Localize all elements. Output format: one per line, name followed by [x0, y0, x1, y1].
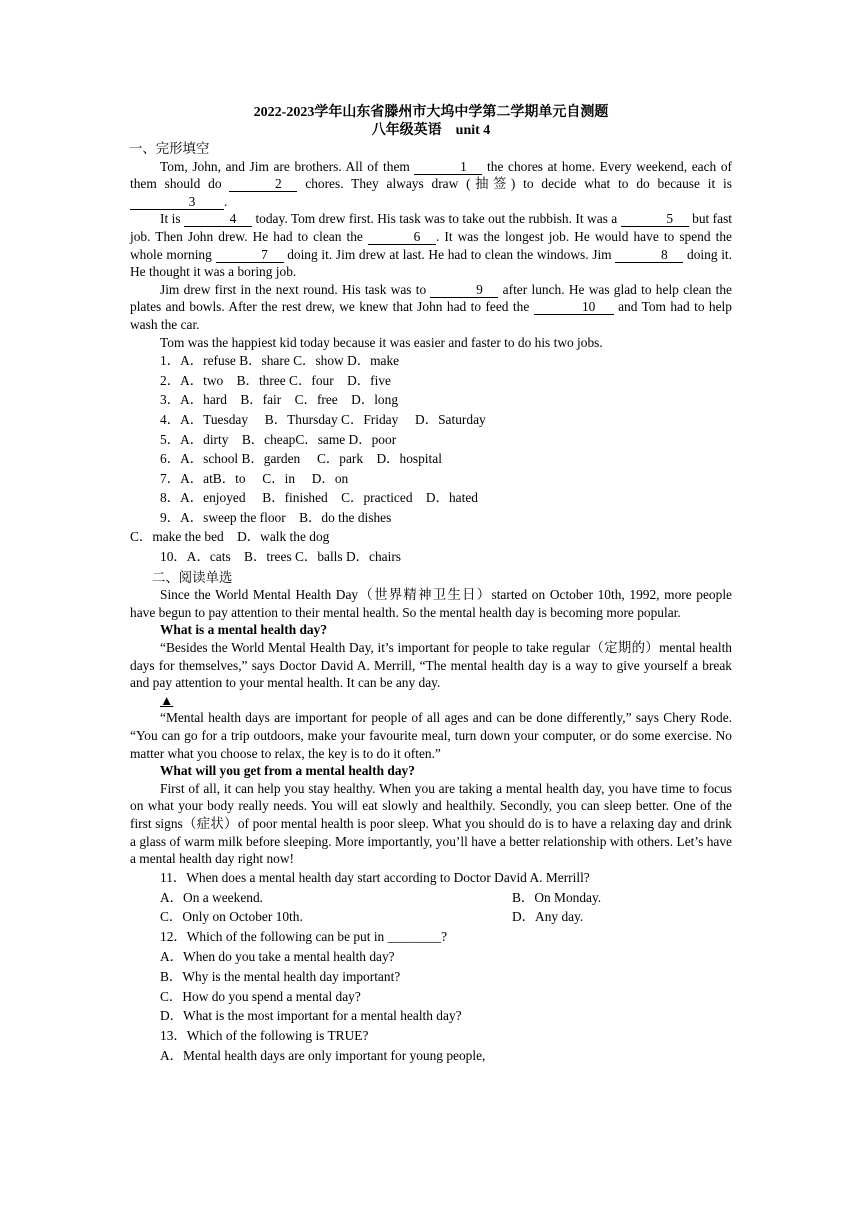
option-row: C．make the bed D．walk the dog [130, 529, 330, 545]
option-row: 7．A．atB．to C．in D．on [160, 470, 349, 486]
option-a: A．On a weekend. [160, 889, 263, 905]
option-d: D．What is the most important for a mental health day? [160, 1008, 462, 1024]
cloze-paragraph-2: It is 4 today. Tom drew first. His task was to take out the rubbish. It was a 5 but fast job. Then John drew. He had to clean the 6 . It was the longest job. He would have to spend the whole morning 7 doing it. Jim drew at last. He had to clean the windows. Jim 8 doing it. He thought it was a boring job. [130, 211, 733, 280]
blank-5: 5 [621, 212, 689, 227]
reading-paragraph-4: First of all, it can help you stay healthy. When you are taking a mental health day, you have time to focus on what your body really needs. You will eat slowly and healthily. Secondly, you can sleep better. One of the first signs（症状）of poor mental health is poor sleep. What you should do is to have a relaxing day and drink a glass of warm milk before sleeping. More importantly, you’ll have a better relationship with others. Let’s have a mental health day right now! [130, 780, 732, 867]
option-c: C．Only on October 10th. [160, 909, 303, 925]
blank-9: 9 [430, 283, 498, 298]
reading-subheading-2: What will you get from a mental health day? [160, 763, 415, 779]
reading-paragraph-3: “Mental health days are important for people of all ages and can be done differently,” says Chery Rode. “You can go for a trip outdoors, make your favourite meal, turn down your computer, or do some exercise. No matter what you choose to relax, the key is to do it often.” [130, 710, 732, 761]
option-a: A．Mental health days are only important for young people, [160, 1047, 486, 1063]
option-row: 6．A．school B．garden C．park D．hospital [160, 451, 442, 467]
blank-6: 6 [368, 230, 436, 245]
question-13 [130, 1026, 732, 1066]
cloze-paragraph-3: Jim drew first in the next round. His task was to 9 after lunch. He was glad to help clean the plates and bowls. After the rest drew, we knew that John had to feed the 10 and Tom had to help wash the car. [130, 281, 732, 332]
cloze-paragraph-1: Tom, John, and Jim are brothers. All of them 1 the chores at home. Every weekend, each of them should do 2 chores. They always draw (抽签) to decide what to do because it is 3 . [130, 158, 733, 209]
option-pair [130, 888, 732, 908]
reading-paragraph-2: “Besides the World Mental Health Day, it’s important for people to take regular（定期的）mental health days for themselves,” says Doctor David A. Merrill, “The mental health day is a way to give yourself a break and pay attention to your mental health. It can be any day. [130, 640, 732, 691]
option-row: 2．A．two B．three C．four D．five [160, 372, 391, 388]
cloze-paragraph-4: Tom was the happiest kid today because it was easier and faster to do his two jobs. [160, 334, 603, 350]
blank-8: 8 [615, 248, 683, 263]
option-b: B．Why is the mental health day important? [160, 968, 401, 984]
question-11 [130, 868, 732, 927]
option-row: 5．A．dirty B．cheapC．same D．poor [160, 431, 397, 447]
blank-3: 3 [130, 195, 224, 210]
document-subtitle: 八年级英语 unit 4 [371, 123, 491, 138]
option-row: 8．A．enjoyed B．finished C．practiced D．hated [160, 490, 478, 506]
reading-paragraph-1: Since the World Mental Health Day（世界精神卫生日）started on October 10th, 1992, more people have begun to pay attention to their mental health. So the mental health day is becoming more popular. [130, 587, 732, 620]
cloze-options [130, 351, 732, 567]
document-page [130, 104, 732, 1066]
option-a: A．When do you take a mental health day? [160, 948, 395, 964]
option-row: 4．A．Tuesday B．Thursday C．Friday D．Saturday [160, 411, 486, 427]
option-b: B．On Monday. [512, 889, 602, 905]
question-stem: 12．Which of the following can be put in ________? [160, 929, 448, 945]
question-stem: 11．When does a mental health day start according to Doctor David A. Merrill? [160, 869, 590, 885]
option-pair [130, 907, 732, 927]
blank-4: 4 [184, 212, 252, 227]
section-heading-reading: 二、阅读单选 [152, 569, 233, 585]
option-c: C．How do you spend a mental day? [160, 988, 361, 1004]
option-row: 10．A．cats B．trees C．balls D．chairs [160, 549, 401, 565]
option-row: 1．A．refuse B．share C．show D．make [160, 353, 400, 369]
question-12 [130, 927, 732, 1026]
question-stem: 13．Which of the following is TRUE? [160, 1028, 369, 1044]
section-heading-cloze: 一、完形填空 [129, 141, 210, 156]
document-title: 2022-2023学年山东省滕州市大坞中学第二学期单元自测题 [253, 105, 609, 120]
triangle-blank-marker: ▲ [160, 692, 174, 708]
blank-10: 10 [534, 300, 614, 315]
option-row: 9．A．sweep the floor B．do the dishes [160, 509, 392, 525]
blank-1: 1 [414, 160, 482, 175]
blank-2: 2 [229, 177, 297, 192]
option-row: 3．A．hard B．fair C．free D．long [160, 392, 399, 408]
option-d: D．Any day. [512, 909, 584, 925]
blank-7: 7 [216, 248, 284, 263]
reading-subheading-1: What is a mental health day? [160, 622, 328, 638]
